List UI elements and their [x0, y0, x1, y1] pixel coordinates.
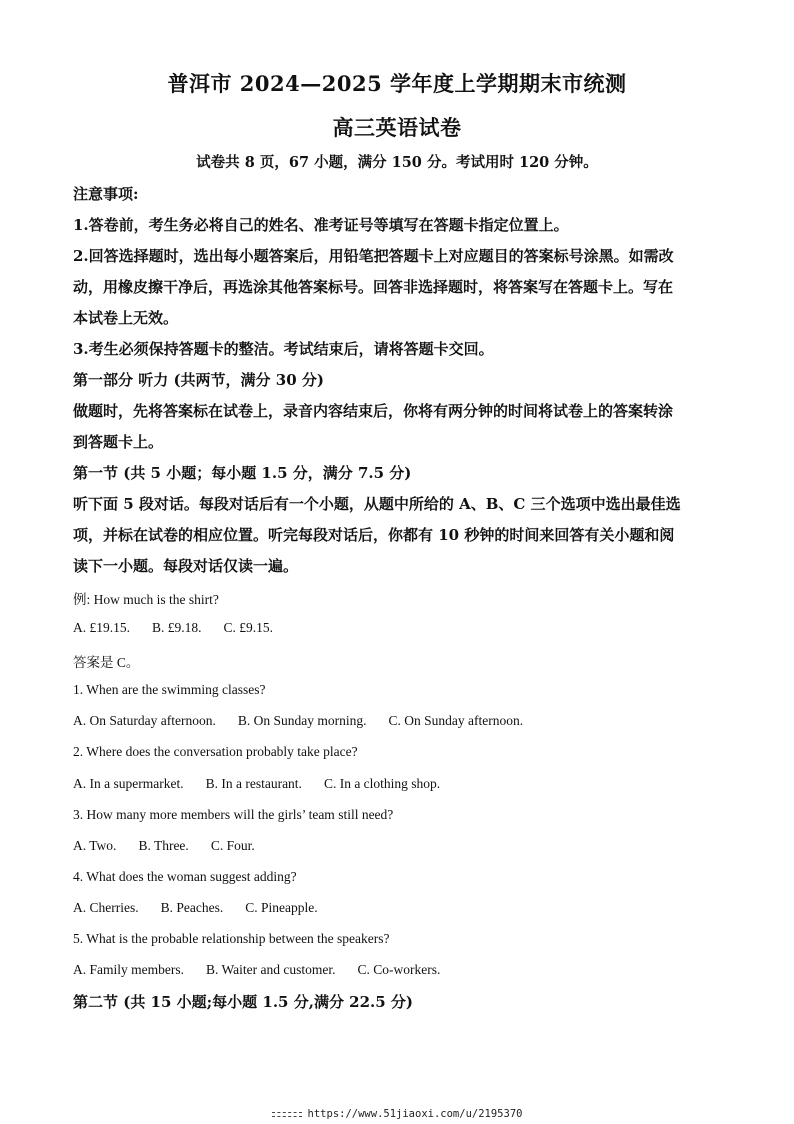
option-b: B. Three.: [138, 838, 189, 853]
option-c: C. In a clothing shop.: [323, 776, 441, 791]
question-2-options: [73, 776, 440, 792]
option-c: C. Pineapple.: [245, 900, 318, 915]
question-3-options: [73, 838, 255, 854]
example-options: [73, 620, 273, 636]
option-a: A. Cherries.: [73, 900, 139, 915]
question-3: 3. How many more members will the girls’ team still need?: [73, 807, 394, 822]
logo-icon: [272, 1112, 302, 1117]
question-1: 1. When are the swimming classes?: [73, 682, 266, 697]
notice-heading: 注意事项:: [73, 185, 139, 203]
option-b: B. Waiter and customer.: [206, 962, 336, 977]
question-4-options: [73, 900, 318, 916]
section1-instructions-line-2: 项，并标在试卷的相应位置。听完每段对话后，你都有 10 秒钟的时间来回答有关小题和阅: [73, 526, 675, 544]
part1-heading: 第一部分 听力 (共两节，满分 30 分): [73, 371, 324, 389]
example-answer: 答案是 C。: [73, 655, 140, 670]
question-5: 5. What is the probable relationship between the speakers?: [73, 931, 390, 946]
notice-item-3: 3.考生必须保持答题卡的整洁。考试结束后，请将答题卡交回。: [73, 340, 494, 358]
option-b: B. On Sunday morning.: [237, 713, 367, 728]
notice-item-2-line-1: 2.回答选择题时，选出每小题答案后，用铅笔把答题卡上对应题目的答案标号涂黑。如需改: [73, 247, 674, 265]
option-b: B. In a restaurant.: [205, 776, 302, 791]
part1-intro-line-1: 做题时，先将答案标在试卷上，录音内容结束后，你将有两分钟的时间将试卷上的答案转涂: [73, 402, 674, 420]
question-2: 2. Where does the conversation probably take place?: [73, 744, 358, 759]
exam-info: 试卷共 8 页，67 小题，满分 150 分。考试用时 120 分钟。: [196, 154, 598, 171]
notice-item-2-line-2: 动，用橡皮擦干净后，再选涂其他答案标号。回答非选择题时，将答案写在答题卡上。写在: [73, 278, 674, 296]
option-c: C. Co-workers.: [357, 962, 441, 977]
question-4: 4. What does the woman suggest adding?: [73, 869, 297, 884]
section1-instructions-line-3: 读下一小题。每段对话仅读一遍。: [73, 557, 299, 575]
option-c: C. Four.: [210, 838, 255, 853]
option-b: B. Peaches.: [160, 900, 224, 915]
question-1-options: [73, 713, 523, 729]
section1-instructions-line-1: 听下面 5 段对话。每段对话后有一个小题，从题中所给的 A、B、C 三个选项中选出最佳选: [73, 495, 681, 513]
option-a: A. In a supermarket.: [73, 776, 184, 791]
example-question: 例: How much is the shirt?: [73, 592, 219, 607]
option-c: C. On Sunday afternoon.: [388, 713, 524, 728]
footer: [0, 1108, 794, 1120]
option-a: A. £19.15.: [73, 620, 130, 635]
option-a: A. Two.: [73, 838, 117, 853]
part1-intro-line-2: 到答题卡上。: [73, 433, 164, 451]
section1-heading: 第一节 (共 5 小题；每小题 1.5 分，满分 7.5 分): [73, 464, 412, 482]
option-b: B. £9.18.: [152, 620, 202, 635]
notice-item-2-line-3: 本试卷上无效。: [73, 309, 179, 327]
footer-url[interactable]: https://www.51jiaoxi.com/u/2195370: [307, 1108, 523, 1120]
option-a: A. On Saturday afternoon.: [73, 713, 216, 728]
section2-heading: 第二节 (共 15 小题;每小题 1.5 分,满分 22.5 分): [73, 993, 414, 1011]
exam-title: 普洱市 2024—2025 学年度上学期期末市统测: [167, 71, 627, 96]
option-a: A. Family members.: [73, 962, 184, 977]
question-5-options: [73, 962, 440, 978]
option-c: C. £9.15.: [223, 620, 274, 635]
exam-subject-title: 高三英语试卷: [332, 115, 462, 140]
notice-item-1: 1.答卷前，考生务必将自己的姓名、准考证号等填写在答题卡指定位置上。: [73, 216, 569, 234]
